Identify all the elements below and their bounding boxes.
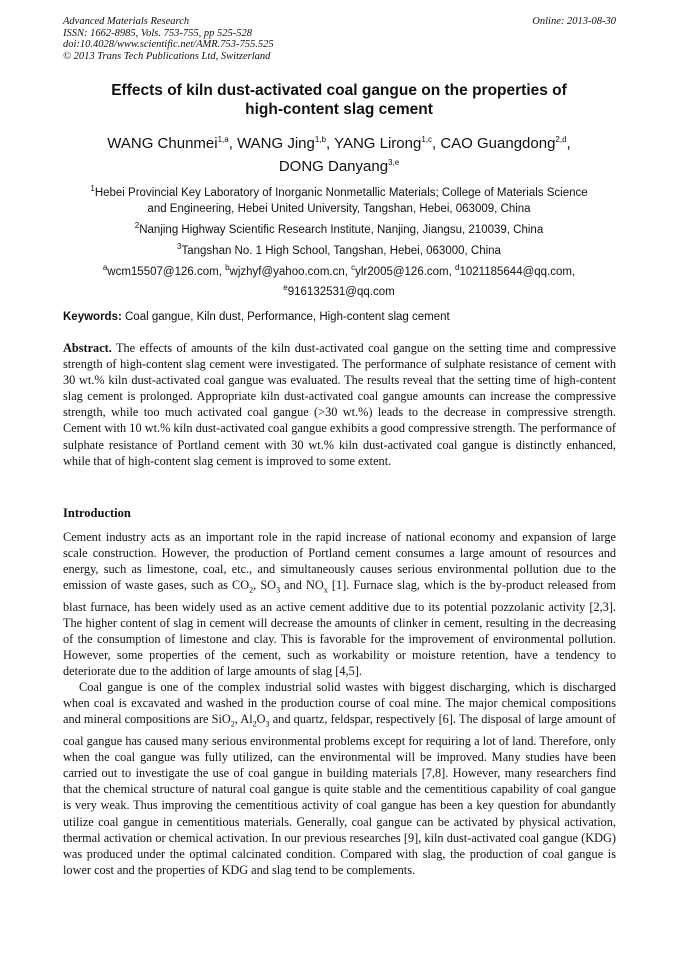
- affiliation-1-line-1: Hebei Provincial Key Laboratory of Inorganic Nonmetallic Materials; College of Materials Science: [94, 186, 588, 199]
- authors-line-2: [60, 153, 618, 176]
- author-name: DONG Danyang: [278, 158, 389, 175]
- text-run: O: [256, 712, 266, 727]
- paragraph: [63, 679, 616, 878]
- email-link[interactable]: wcm15507@126.com,: [107, 265, 226, 278]
- email-link[interactable]: ylr2005@126.com,: [355, 265, 456, 278]
- text-run: Cement industry acts as an important role in the rapid increase of national economy and expansion of large scale construction. However, the production of Portland cement consumes a large amount of resources and energy, such as limestone, coal, etc., and simultaneously causes serious environmental pollution due to the emission of waste gases, such as CO: [63, 530, 616, 593]
- subscript: 3: [276, 585, 281, 595]
- author-affiliation-mark: 1,b: [314, 135, 326, 144]
- copyright-line: © 2013 Trans Tech Publications Ltd, Switzerland: [63, 50, 271, 62]
- subscript: 2: [230, 719, 235, 729]
- email-link[interactable]: wjzhyf@yahoo.com.cn,: [229, 265, 352, 278]
- keywords-label: Keywords:: [63, 311, 122, 323]
- affiliation-mark: 2: [134, 221, 140, 230]
- author-affiliation-mark: 2,d: [555, 135, 567, 144]
- author-name: YANG Lirong: [334, 135, 422, 152]
- email-mark: e: [283, 282, 288, 292]
- text-run: , Al: [234, 712, 253, 727]
- text-run: Coal gangue is one of the complex industrial solid wastes with biggest discharging, which is discharged when coal is excavated and washed in the production course of coal mine. The major chemical compositions and mineral compositions are SiO: [63, 680, 616, 727]
- affiliation-mark: 3: [177, 242, 182, 251]
- email-link[interactable]: 916132531@qq.com: [287, 285, 395, 298]
- authors-line-1: WANG Chunmei$^{1,a}$, WANG Jing$^{1,b}$, YANG Lirong$^{1,c}$, CAO Guangdong$^{2,d}$,: [107, 135, 571, 152]
- text-run: , SO: [253, 578, 277, 593]
- affiliation-1-line-2: and Engineering, Hebei United University, Tangshan, Hebei, 063009, China: [147, 202, 531, 215]
- title-line-1: Effects of kiln dust-activated coal gangue on the properties of: [111, 82, 567, 99]
- affiliation-2: [60, 218, 618, 238]
- keywords: [63, 311, 616, 323]
- doi-line: doi:10.4028/www.scientific.net/AMR.753-755.525: [63, 39, 274, 50]
- issn-line: ISSN: 1662-8985, Vols. 753-755, pp 525-528: [63, 27, 252, 39]
- introduction-body: [63, 529, 616, 878]
- email-mark: c: [351, 263, 356, 272]
- affiliation-mark: 1: [90, 184, 95, 193]
- subscript: 3: [265, 719, 270, 729]
- text-run: [1]. Furnace slag, which is the by-product released from blast furnace, has been widely used as an active cement additive due to its potential pozzolanic activity [2,3]. The higher content of slag in cement will decrease the amounts of clinker in cement, resulting in the decreasing of the consumption of limestone and clay. This is favorable for the improvement of environmental pollution. However, some properties of the cement, such as workability or moisture retention, have a tendency to deteriorate due to the addition of large amounts of slag [4,5].: [63, 578, 616, 679]
- author-emails: [60, 260, 618, 300]
- subscript: 2: [252, 719, 257, 729]
- affiliation-3-text: Tangshan No. 1 High School, Tangshan, Hebei, 063000, China: [181, 244, 501, 257]
- author-name: WANG Jing: [237, 135, 315, 152]
- author-affiliation-mark: 1,c: [421, 135, 432, 144]
- author-name: WANG Chunmei: [107, 135, 218, 152]
- keywords-text: Coal gangue, Kiln dust, Performance, High-content slag cement: [121, 311, 450, 323]
- email-link[interactable]: 1021185644@qq.com,: [459, 265, 576, 278]
- introduction-heading: Introduction: [63, 506, 131, 520]
- paragraph: [63, 529, 616, 679]
- text-run: and NO: [280, 578, 324, 593]
- author-affiliation-mark: 1,a: [217, 135, 229, 144]
- author-list: [60, 130, 618, 176]
- author-name: CAO Guangdong: [440, 135, 556, 152]
- affiliation-3: [60, 239, 618, 259]
- author-affiliation-mark: 3,e: [388, 158, 400, 167]
- email-mark: a: [102, 263, 108, 272]
- email-mark: d: [455, 263, 460, 272]
- text-run: and quartz, feldspar, respectively [6]. The disposal of large amount of coal gangue has caused many serious environmental problems except for requiring a lot of land. Therefore, only when the coal gangue was fully utilized, can the environmental will be improved. Many studies have been carried out to investigate the use of coal gangue in building materials [7,8]. However, many researchers find that the chemical structure of natural coal gangue is quite stable and the cementitious capability of coal gangue is very weak. Thus improving the cementitious activity of coal gangue has been a key question for abundantly utilize coal gangue in cementitious materials. Generally, coal gangue can be activated by physical activation, thermal activation or chemical activation. In our previous researches [9], kiln dust-activated coal gangue (KDG) was produced under the optimal calcinated condition. Compared with slag, the production of coal gangue is lower cost and the properties of KDG and slag tend to be complements.: [63, 712, 616, 877]
- journal-header: [63, 16, 274, 62]
- abstract-text: The effects of amounts of the kiln dust-activated coal gangue on the setting time and compressive strength of high-content slag cement were investigated. The performance of sulphate resistance of cement with 30 wt.% kiln dust-activated coal gangue was evaluated. The results reveal that the setting time of high-content slag cement is prolonged. Appropriate kiln dust-activated coal gangue amounts can increase the compressive strength, while too much activated coal gangue (>30 wt.%) leads to the decrease in compressive strength. Cement with 10 wt.% kiln dust-activated coal gangue exhibits a good compressive strength. The performance of sulphate resistance of Portland cement with 30 wt.% kiln dust-activated coal gangue is distinctly enhanced, while that of high-content slag cement is improved to some extent.: [63, 341, 616, 468]
- affiliation-2-text: Nanjing Highway Scientific Research Institute, Nanjing, Jiangsu, 210039, China: [139, 223, 544, 236]
- subscript: x: [323, 585, 328, 595]
- online-date: Online: 2013-08-30: [532, 16, 616, 27]
- title-line-2: high-content slag cement: [245, 101, 433, 118]
- journal-name: Advanced Materials Research: [63, 16, 190, 27]
- abstract: [63, 340, 616, 469]
- affiliation-1: [60, 181, 618, 217]
- paper-title: [60, 81, 618, 119]
- subscript: 2: [249, 585, 254, 595]
- email-mark: b: [225, 263, 230, 272]
- abstract-label: Abstract.: [63, 341, 112, 355]
